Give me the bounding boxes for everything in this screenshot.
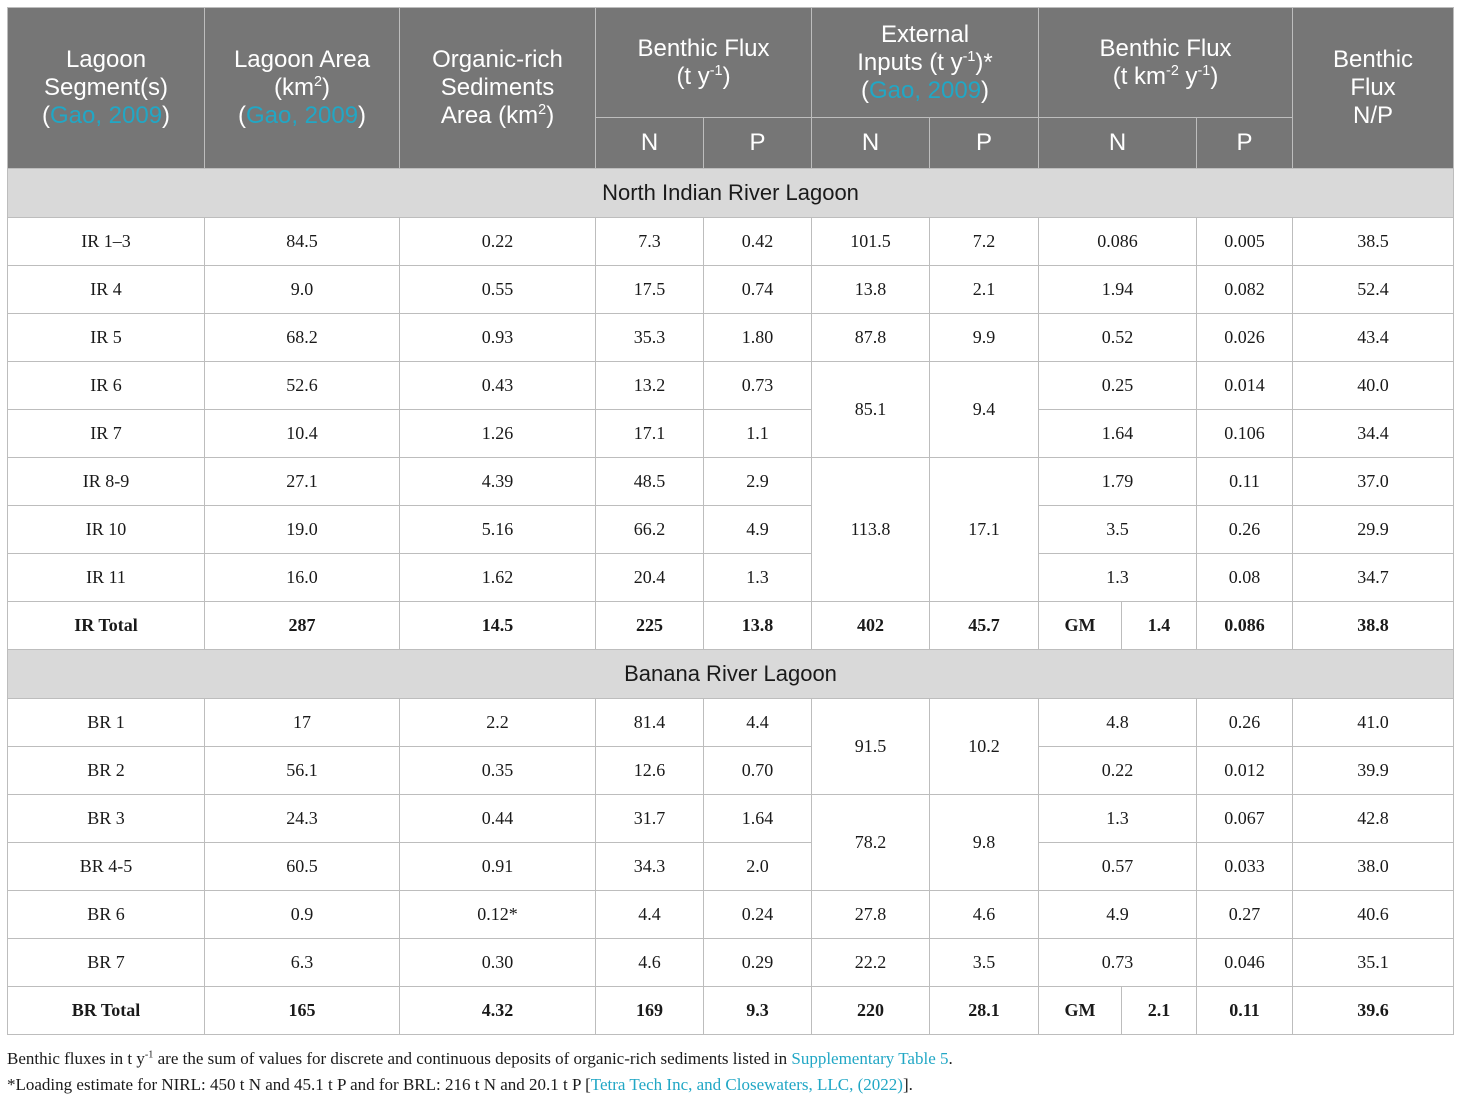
cell-external-n: 101.5	[812, 218, 930, 266]
cell-organic: 0.12*	[400, 891, 596, 939]
gm-value: 2.1	[1147, 1000, 1171, 1020]
header-benthic-area-line2: (t $km^{-2}$ $y^{-1}$)	[1112, 62, 1219, 90]
header-np-ratio	[1293, 8, 1454, 169]
cell-area-p: 0.26	[1197, 699, 1293, 747]
cell-benthic-n: 34.3	[596, 843, 704, 891]
cell-benthic-n: 169	[596, 987, 704, 1035]
subheader-benthic-n: N	[596, 118, 704, 169]
cell-benthic-p: 1.1	[704, 410, 812, 458]
cell-segment: IR 1–3	[8, 218, 205, 266]
header-area-line1: Lagoon Area	[233, 46, 371, 73]
cell-area-n-gm	[1039, 987, 1197, 1035]
cell-organic: 0.44	[400, 795, 596, 843]
cell-np: 29.9	[1293, 506, 1454, 554]
table-row	[8, 410, 1454, 458]
cell-external-p: 9.8	[930, 795, 1039, 891]
cell-segment: BR 6	[8, 891, 205, 939]
cell-organic: 0.22	[400, 218, 596, 266]
cell-organic: 0.93	[400, 314, 596, 362]
cell-segment: IR 10	[8, 506, 205, 554]
cell-area-n: 0.25	[1039, 362, 1197, 410]
supplementary-link[interactable]: Supplementary Table 5	[791, 1049, 949, 1068]
cell-external-p: 2.1	[930, 266, 1039, 314]
table-row	[8, 218, 1454, 266]
header-area-line3: (Gao, 2009)	[237, 102, 367, 129]
header-np-line3: N/P	[1353, 102, 1394, 129]
header-area	[205, 8, 400, 169]
cell-benthic-n: 20.4	[596, 554, 704, 602]
cell-benthic-n: 4.6	[596, 939, 704, 987]
cell-area-p: 0.11	[1197, 987, 1293, 1035]
cell-area: 84.5	[205, 218, 400, 266]
cell-external-n: 91.5	[812, 699, 930, 795]
cell-benthic-n: 13.2	[596, 362, 704, 410]
cell-external-p: 4.6	[930, 891, 1039, 939]
cell-area-p: 0.106	[1197, 410, 1293, 458]
subheader-area-n: N	[1039, 118, 1197, 169]
cell-external-n: 402	[812, 602, 930, 650]
citation-link[interactable]: Gao, 2009	[868, 76, 982, 104]
cell-organic: 1.62	[400, 554, 596, 602]
cell-segment: BR 4-5	[8, 843, 205, 891]
cell-organic: 5.16	[400, 506, 596, 554]
cell-external-n: 113.8	[812, 458, 930, 602]
header-organic-line3: Area $(km^2)$	[440, 102, 555, 129]
cell-external-p: 9.4	[930, 362, 1039, 458]
cell-area-p: 0.27	[1197, 891, 1293, 939]
cell-area: 17	[205, 699, 400, 747]
header-segment	[8, 8, 205, 169]
cell-area: 10.4	[205, 410, 400, 458]
cell-external-p: 7.2	[930, 218, 1039, 266]
cell-area: 287	[205, 602, 400, 650]
cell-organic: 0.91	[400, 843, 596, 891]
cell-segment: BR 3	[8, 795, 205, 843]
header-external-line3: (Gao, 2009)	[860, 76, 990, 104]
cell-area-p: 0.08	[1197, 554, 1293, 602]
cell-external-p: 28.1	[930, 987, 1039, 1035]
cell-segment: IR 4	[8, 266, 205, 314]
cell-benthic-n: 81.4	[596, 699, 704, 747]
table-row	[8, 795, 1454, 843]
header-benthic-area-line1: Benthic Flux	[1099, 34, 1232, 62]
cell-benthic-p: 1.80	[704, 314, 812, 362]
cell-np: 40.6	[1293, 891, 1454, 939]
cell-benthic-p: 2.0	[704, 843, 812, 891]
cell-np: 39.9	[1293, 747, 1454, 795]
cell-external-p: 45.7	[930, 602, 1039, 650]
footnote-2: *Loading estimate for NIRL: 450 t N and 45.1 t P and for BRL: 216 t N and 20.1 t P [Tetra Tech Inc, and Closewaters, LLC, (2022)].	[7, 1075, 913, 1094]
cell-area-n: 1.94	[1039, 266, 1197, 314]
cell-external-p: 10.2	[930, 699, 1039, 795]
cell-area: 56.1	[205, 747, 400, 795]
gm-label: GM	[1039, 987, 1122, 1034]
cell-benthic-p: 0.73	[704, 362, 812, 410]
cell-area-n-gm	[1039, 602, 1197, 650]
cell-external-n: 220	[812, 987, 930, 1035]
cell-area-n: 1.64	[1039, 410, 1197, 458]
subheader-external-p: P	[930, 118, 1039, 169]
cell-area: 165	[205, 987, 400, 1035]
cell-area-p: 0.11	[1197, 458, 1293, 506]
cell-external-n: 27.8	[812, 891, 930, 939]
cell-external-n: 78.2	[812, 795, 930, 891]
cell-external-n: 13.8	[812, 266, 930, 314]
cell-benthic-p: 13.8	[704, 602, 812, 650]
cell-benthic-n: 17.5	[596, 266, 704, 314]
cell-area-n: 1.3	[1039, 554, 1197, 602]
cell-area: 52.6	[205, 362, 400, 410]
table-row	[8, 747, 1454, 795]
cell-organic: 4.32	[400, 987, 596, 1035]
cell-segment: BR 2	[8, 747, 205, 795]
section-row-north	[8, 169, 1454, 218]
cell-benthic-p: 0.42	[704, 218, 812, 266]
cell-organic: 1.26	[400, 410, 596, 458]
gm-label: GM	[1039, 602, 1122, 649]
table-row	[8, 891, 1454, 939]
header-np-line1: Benthic	[1332, 46, 1414, 73]
cell-np: 42.8	[1293, 795, 1454, 843]
cell-segment: BR 7	[8, 939, 205, 987]
table-row-total	[8, 987, 1454, 1035]
cell-area-n: 0.22	[1039, 747, 1197, 795]
cell-segment: BR 1	[8, 699, 205, 747]
cell-external-p: 17.1	[930, 458, 1039, 602]
cell-area-n: 4.9	[1039, 891, 1197, 939]
cell-benthic-n: 7.3	[596, 218, 704, 266]
cell-external-p: 9.9	[930, 314, 1039, 362]
cell-np: 34.7	[1293, 554, 1454, 602]
cell-np: 35.1	[1293, 939, 1454, 987]
section-row-banana	[8, 650, 1454, 699]
cell-benthic-n: 35.3	[596, 314, 704, 362]
cell-area: 9.0	[205, 266, 400, 314]
header-segment-line1: Lagoon	[65, 46, 147, 73]
cell-benthic-p: 0.70	[704, 747, 812, 795]
cell-np: 34.4	[1293, 410, 1454, 458]
header-segment-line2: Segment(s)	[43, 74, 169, 101]
header-organic	[400, 8, 596, 169]
table-header	[8, 8, 1454, 169]
cell-benthic-p: 2.9	[704, 458, 812, 506]
cell-area-p: 0.033	[1197, 843, 1293, 891]
cell-organic: 0.55	[400, 266, 596, 314]
cell-organic: 4.39	[400, 458, 596, 506]
table-row	[8, 362, 1454, 410]
cell-benthic-p: 1.64	[704, 795, 812, 843]
cell-area: 16.0	[205, 554, 400, 602]
header-area-line2: $(km^2)$	[274, 74, 330, 101]
cell-np: 38.8	[1293, 602, 1454, 650]
header-benthic-line2: (t $y^{-1}$)	[676, 62, 731, 90]
cell-area: 24.3	[205, 795, 400, 843]
cell-area-n: 3.5	[1039, 506, 1197, 554]
table-row	[8, 506, 1454, 554]
table-row	[8, 843, 1454, 891]
cell-benthic-n: 12.6	[596, 747, 704, 795]
cell-area-n: 1.79	[1039, 458, 1197, 506]
cell-organic: 0.30	[400, 939, 596, 987]
cell-area-n: 0.086	[1039, 218, 1197, 266]
cell-benthic-p: 0.24	[704, 891, 812, 939]
cell-area-n: 1.3	[1039, 795, 1197, 843]
table-row	[8, 458, 1454, 506]
subheader-area-p: P	[1197, 118, 1293, 169]
cell-area: 60.5	[205, 843, 400, 891]
header-external-line2: Inputs (t $y^{-1})*$	[857, 48, 993, 76]
table-row-total	[8, 602, 1454, 650]
benthic-flux-table	[7, 7, 1454, 1035]
cell-area: 6.3	[205, 939, 400, 987]
cell-organic: 0.43	[400, 362, 596, 410]
subheader-benthic-p: P	[704, 118, 812, 169]
cell-external-n: 85.1	[812, 362, 930, 458]
cell-area-p: 0.012	[1197, 747, 1293, 795]
cell-np: 38.5	[1293, 218, 1454, 266]
cell-segment: IR 5	[8, 314, 205, 362]
cell-segment: IR 7	[8, 410, 205, 458]
table-footnotes	[7, 1046, 1453, 1098]
cell-segment: BR Total	[8, 987, 205, 1035]
cell-area: 27.1	[205, 458, 400, 506]
cell-benthic-p: 1.3	[704, 554, 812, 602]
cell-area-p: 0.026	[1197, 314, 1293, 362]
cell-area-p: 0.086	[1197, 602, 1293, 650]
header-segment-line3: (Gao, 2009)	[41, 102, 171, 129]
cell-benthic-n: 225	[596, 602, 704, 650]
cell-segment: IR 6	[8, 362, 205, 410]
cell-benthic-p: 0.74	[704, 266, 812, 314]
cell-organic: 0.35	[400, 747, 596, 795]
citation-link[interactable]: Gao, 2009	[245, 102, 359, 129]
cell-segment: IR 8-9	[8, 458, 205, 506]
cell-organic: 2.2	[400, 699, 596, 747]
cell-area-n: 0.57	[1039, 843, 1197, 891]
cell-np: 39.6	[1293, 987, 1454, 1035]
header-np-line2: Flux	[1350, 74, 1396, 101]
cell-benthic-n: 4.4	[596, 891, 704, 939]
cell-np: 37.0	[1293, 458, 1454, 506]
header-external-line1: External	[880, 20, 970, 48]
header-benthic-line1: Benthic Flux	[637, 34, 770, 62]
header-organic-line2: Sediments	[440, 74, 555, 101]
cell-segment: IR Total	[8, 602, 205, 650]
header-organic-line1: Organic-rich	[432, 46, 563, 73]
cell-external-n: 22.2	[812, 939, 930, 987]
section-title: North Indian River Lagoon	[8, 169, 1454, 218]
cell-area-p: 0.082	[1197, 266, 1293, 314]
cell-area-n: 4.8	[1039, 699, 1197, 747]
cell-np: 40.0	[1293, 362, 1454, 410]
citation-link[interactable]: Gao, 2009	[49, 102, 163, 129]
header-benthic-flux	[596, 8, 812, 118]
cell-area-n: 0.73	[1039, 939, 1197, 987]
cell-external-n: 87.8	[812, 314, 930, 362]
cell-area: 19.0	[205, 506, 400, 554]
cell-segment: IR 11	[8, 554, 205, 602]
cell-area: 0.9	[205, 891, 400, 939]
cell-organic: 14.5	[400, 602, 596, 650]
subheader-external-n: N	[812, 118, 930, 169]
cell-area-p: 0.005	[1197, 218, 1293, 266]
table-row	[8, 699, 1454, 747]
cell-benthic-p: 0.29	[704, 939, 812, 987]
cell-area-n: 0.52	[1039, 314, 1197, 362]
table-row	[8, 939, 1454, 987]
reference-link[interactable]: Tetra Tech Inc, and Closewaters, LLC, (2022)	[590, 1075, 903, 1094]
footnote-1: Benthic fluxes in t $y^{-1}$ are the sum of values for discrete and continuous deposits of organic-rich sediments listed in Supplementary Table 5.	[7, 1049, 953, 1068]
table-row	[8, 314, 1454, 362]
gm-value: 1.4	[1147, 615, 1171, 635]
cell-benthic-p: 4.9	[704, 506, 812, 554]
table-row	[8, 554, 1454, 602]
cell-np: 52.4	[1293, 266, 1454, 314]
cell-area-p: 0.014	[1197, 362, 1293, 410]
cell-np: 38.0	[1293, 843, 1454, 891]
cell-benthic-n: 31.7	[596, 795, 704, 843]
header-benthic-flux-area	[1039, 8, 1293, 118]
cell-benthic-n: 48.5	[596, 458, 704, 506]
cell-np: 41.0	[1293, 699, 1454, 747]
cell-benthic-p: 4.4	[704, 699, 812, 747]
cell-np: 43.4	[1293, 314, 1454, 362]
table-row	[8, 266, 1454, 314]
cell-benthic-p: 9.3	[704, 987, 812, 1035]
cell-area-p: 0.26	[1197, 506, 1293, 554]
header-external-inputs	[812, 8, 1039, 118]
cell-benthic-n: 66.2	[596, 506, 704, 554]
cell-area-p: 0.046	[1197, 939, 1293, 987]
section-title: Banana River Lagoon	[8, 650, 1454, 699]
cell-area: 68.2	[205, 314, 400, 362]
cell-area-p: 0.067	[1197, 795, 1293, 843]
cell-external-p: 3.5	[930, 939, 1039, 987]
table-body	[8, 169, 1454, 1035]
cell-benthic-n: 17.1	[596, 410, 704, 458]
